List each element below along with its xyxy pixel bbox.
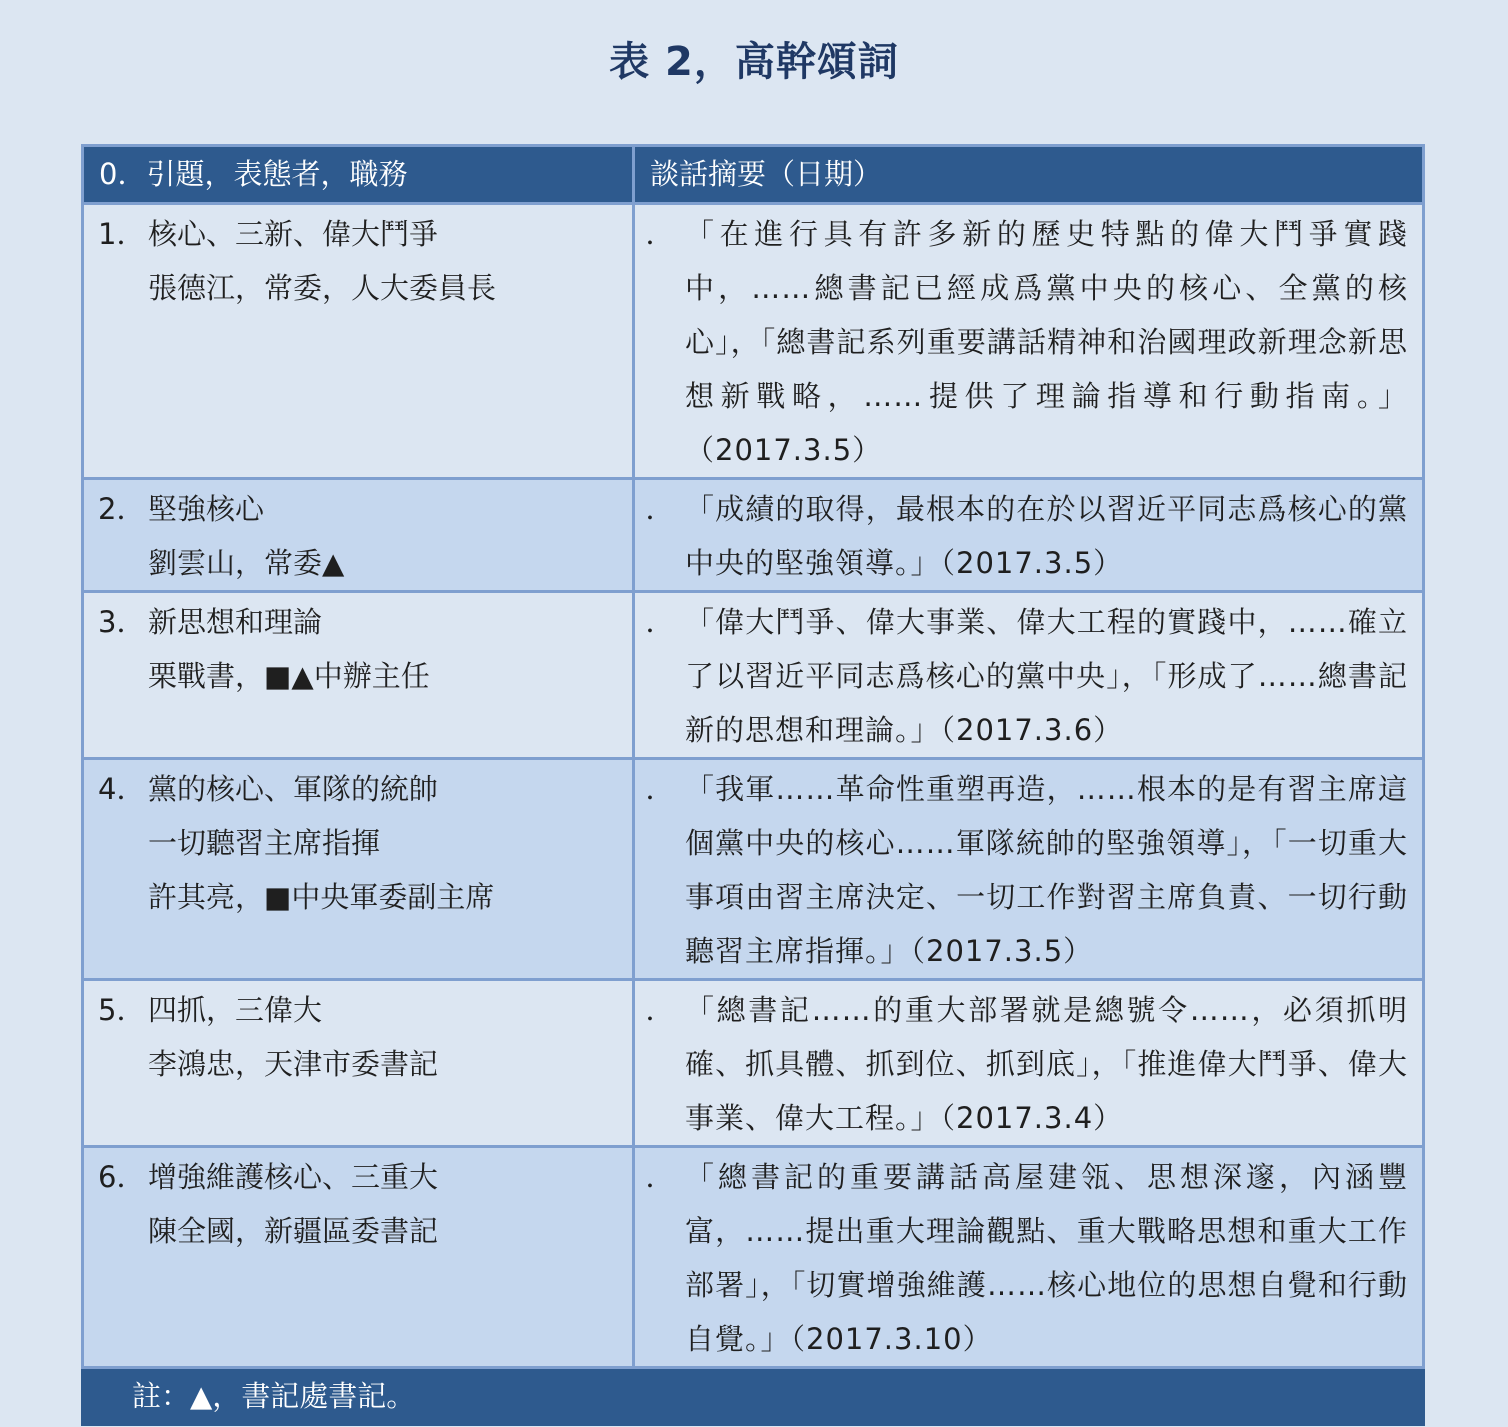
- summary-cell: ． 「在進行具有許多新的歷史特點的偉大鬥爭實踐中，……總書記已經成爲黨中央的核心、全黨的核心」，「總書記系列重要講話精神和治國理政新理念新思想新戰略，……提供了理論指導和行動指南。」（2017.3.5）: [634, 204, 1424, 479]
- table-header-row: [83, 146, 1424, 204]
- table-row: [83, 204, 1424, 479]
- summary-cell: ． 「總書記……的重大部署就是總號令……，必須抓明確、抓具體、抓到位、抓到底」，「推進偉大鬥爭、偉大事業、偉大工程。」（2017.3.4）: [634, 980, 1424, 1147]
- table-row: [83, 479, 1424, 592]
- table-row: [83, 980, 1424, 1147]
- speaker-cell: 5． 四抓，三偉大 李鴻忠，天津市委書記: [83, 980, 634, 1147]
- header-summary: 談話摘要（日期）: [634, 146, 1424, 204]
- table-note-row: [83, 1368, 1424, 1425]
- speaker-cell: 1． 核心、三新、偉大鬥爭 張德江，常委，人大委員長: [83, 204, 634, 479]
- speaker-cell: 3． 新思想和理論 栗戰書，■▲中辦主任: [83, 592, 634, 759]
- table-row: [83, 1147, 1424, 1368]
- table-row: [83, 592, 1424, 759]
- page-title: 表 2，高幹頌詞: [609, 39, 899, 85]
- header-speaker: 0．引題，表態者，職務: [83, 146, 634, 204]
- summary-cell: ． 「偉大鬥爭、偉大事業、偉大工程的實踐中，……確立了以習近平同志爲核心的黨中央」，「形成了……總書記新的思想和理論。」（2017.3.6）: [634, 592, 1424, 759]
- speaker-cell: 4． 黨的核心、軍隊的統帥 一切聽習主席指揮 許其亮，■中央軍委副主席: [83, 759, 634, 980]
- table-row: [83, 759, 1424, 980]
- summary-cell: ． 「成績的取得，最根本的在於以習近平同志爲核心的黨中央的堅強領導。」（2017.3.5）: [634, 479, 1424, 592]
- praise-table: [81, 144, 1425, 1426]
- summary-cell: ． 「總書記的重要講話高屋建瓴、思想深邃，內涵豐富，……提出重大理論觀點、重大戰略思想和重大工作部署」，「切實增強維護……核心地位的思想自覺和行動自覺。」（2017.3.10）: [634, 1147, 1424, 1368]
- table-note: 註：▲，書記處書記。: [83, 1368, 1424, 1425]
- summary-cell: ． 「我軍……革命性重塑再造，……根本的是有習主席這個黨中央的核心……軍隊統帥的堅強領導」，「一切重大事項由習主席決定、一切工作對習主席負責、一切行動聽習主席指揮。」（2017.3.5）: [634, 759, 1424, 980]
- speaker-cell: 2． 堅強核心 劉雲山，常委▲: [83, 479, 634, 592]
- speaker-cell: 6． 增強維護核心、三重大 陳全國，新疆區委書記: [83, 1147, 634, 1368]
